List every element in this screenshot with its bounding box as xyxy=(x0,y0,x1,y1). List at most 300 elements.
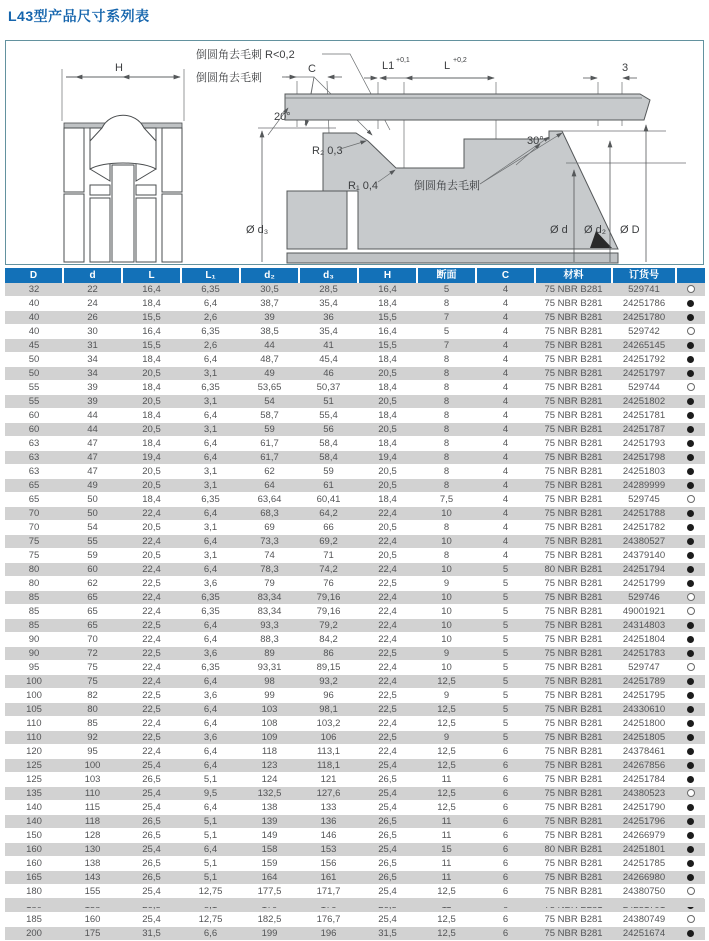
table-cell: 24378461 xyxy=(612,745,676,759)
table-cell: 82 xyxy=(63,689,122,703)
table-cell: 75 NBR B281 xyxy=(535,885,612,899)
table-cell: 22,5 xyxy=(358,689,417,703)
table-cell: 8 xyxy=(417,479,476,493)
table-cell: 149 xyxy=(240,829,299,843)
table-cell: 10 xyxy=(417,605,476,619)
table-row xyxy=(5,283,705,297)
table-cell: 160 xyxy=(5,843,63,857)
table-cell: 80 xyxy=(5,577,63,591)
table-cell: 185 xyxy=(5,913,63,927)
table-cell: 128 xyxy=(63,829,122,843)
table-cell: 5 xyxy=(476,605,535,619)
table-cell: 6,4 xyxy=(181,745,240,759)
table-cell: 5 xyxy=(476,717,535,731)
filled-circle-icon xyxy=(687,426,694,433)
availability-cell xyxy=(676,521,705,535)
table-cell: 8 xyxy=(417,395,476,409)
table-cell: 4 xyxy=(476,423,535,437)
table-cell: 75 NBR B281 xyxy=(535,521,612,535)
dim-l-tolerance: +0,2 xyxy=(453,57,467,64)
table-cell: 55 xyxy=(5,395,63,409)
table-cell: 38,7 xyxy=(240,297,299,311)
table-cell: 100 xyxy=(5,675,63,689)
column-header-材料: 材料 xyxy=(535,268,612,283)
filled-circle-icon xyxy=(687,580,694,587)
table-row xyxy=(5,465,705,479)
table-cell: 6,4 xyxy=(181,843,240,857)
table-cell: 25,4 xyxy=(358,913,417,927)
table-cell: 75 NBR B281 xyxy=(535,605,612,619)
table-cell: 75 NBR B281 xyxy=(535,717,612,731)
table-cell: 3,1 xyxy=(181,465,240,479)
table-cell: 20,5 xyxy=(122,479,181,493)
table-cell: 4 xyxy=(476,465,535,479)
filled-circle-icon xyxy=(687,538,694,545)
table-cell: 8 xyxy=(417,297,476,311)
table-row xyxy=(5,675,705,689)
availability-cell xyxy=(676,745,705,759)
filled-circle-icon xyxy=(687,454,694,461)
table-cell: 15,5 xyxy=(122,311,181,325)
table-cell: 5,1 xyxy=(181,857,240,871)
filled-circle-icon xyxy=(687,650,694,657)
table-cell: 6,35 xyxy=(181,325,240,339)
table-row xyxy=(5,787,705,801)
table-cell: 4 xyxy=(476,311,535,325)
table-cell: 6 xyxy=(476,871,535,885)
table-cell: 4 xyxy=(476,507,535,521)
table-cell: 127,6 xyxy=(299,787,358,801)
table-cell: 123 xyxy=(240,759,299,773)
table-cell: 22,5 xyxy=(122,689,181,703)
technical-drawing xyxy=(6,41,703,263)
table-cell: 6,35 xyxy=(181,661,240,675)
table-cell: 39 xyxy=(63,381,122,395)
filled-circle-icon xyxy=(687,482,694,489)
table-cell: 78,3 xyxy=(240,563,299,577)
availability-cell xyxy=(676,857,705,871)
table-cell: 59 xyxy=(240,423,299,437)
table-cell: 6,4 xyxy=(181,563,240,577)
filled-circle-icon xyxy=(687,804,694,811)
table-cell: 3,1 xyxy=(181,423,240,437)
availability-cell xyxy=(676,423,705,437)
table-cell: 20,5 xyxy=(122,367,181,381)
table-cell: 70 xyxy=(5,521,63,535)
table-cell: 89,15 xyxy=(299,661,358,675)
table-cell: 20,5 xyxy=(122,465,181,479)
table-cell: 2,6 xyxy=(181,311,240,325)
filled-circle-icon xyxy=(687,356,694,363)
table-cell: 44 xyxy=(240,339,299,353)
table-cell: 24380523 xyxy=(612,787,676,801)
table-cell: 2,6 xyxy=(181,339,240,353)
table-body xyxy=(5,283,705,941)
table-cell: 121 xyxy=(299,773,358,787)
table-cell: 12,5 xyxy=(417,745,476,759)
availability-cell xyxy=(676,689,705,703)
table-cell: 35,4 xyxy=(299,297,358,311)
table-cell: 6,35 xyxy=(181,283,240,297)
table-cell: 40 xyxy=(5,325,63,339)
table-cell: 15 xyxy=(417,843,476,857)
filled-circle-icon xyxy=(687,524,694,531)
table-cell: 24251783 xyxy=(612,647,676,661)
table-cell: 4 xyxy=(476,535,535,549)
table-cell: 8 xyxy=(417,367,476,381)
table-cell: 47 xyxy=(63,437,122,451)
table-cell: 45,4 xyxy=(299,353,358,367)
table-cell: 39 xyxy=(240,311,299,325)
table-cell: 5,1 xyxy=(181,829,240,843)
availability-cell xyxy=(676,493,705,507)
table-cell: 4 xyxy=(476,479,535,493)
table-cell: 160 xyxy=(63,913,122,927)
availability-cell xyxy=(676,801,705,815)
table-cell: 6 xyxy=(476,885,535,899)
table-cell: 4 xyxy=(476,381,535,395)
table-cell: 63,64 xyxy=(240,493,299,507)
table-cell: 6 xyxy=(476,927,535,941)
table-cell: 161 xyxy=(299,871,358,885)
table-row xyxy=(5,437,705,451)
table-cell: 6 xyxy=(476,829,535,843)
table-cell: 106 xyxy=(299,731,358,745)
availability-cell xyxy=(676,451,705,465)
table-cell: 47 xyxy=(63,465,122,479)
availability-cell xyxy=(676,353,705,367)
table-cell: 24251786 xyxy=(612,297,676,311)
table-cell: 10 xyxy=(417,661,476,675)
table-cell: 18,4 xyxy=(122,297,181,311)
table-cell: 12,5 xyxy=(417,759,476,773)
column-header-H: H xyxy=(358,268,417,283)
filled-circle-icon xyxy=(687,300,694,307)
table-cell: 24251798 xyxy=(612,451,676,465)
table-cell: 125 xyxy=(5,759,63,773)
angle-30-label: 30° xyxy=(527,135,544,147)
table-cell: 155 xyxy=(63,885,122,899)
table-cell: 4 xyxy=(476,339,535,353)
table-cell: 75 NBR B281 xyxy=(535,549,612,563)
table-cell: 7 xyxy=(417,311,476,325)
table-cell: 44 xyxy=(63,423,122,437)
availability-cell xyxy=(676,367,705,381)
table-cell: 12,75 xyxy=(181,885,240,899)
table-cell: 26,5 xyxy=(122,829,181,843)
table-row xyxy=(5,619,705,633)
column-header-订货号: 订货号 xyxy=(612,268,676,283)
technical-drawing-panel xyxy=(5,40,704,265)
table-row xyxy=(5,871,705,885)
table-cell: 75 NBR B281 xyxy=(535,577,612,591)
table-cell: 22,4 xyxy=(122,605,181,619)
table-cell: 22,5 xyxy=(122,577,181,591)
table-cell: 75 NBR B281 xyxy=(535,647,612,661)
table-cell: 132,5 xyxy=(240,787,299,801)
table-cell: 22,4 xyxy=(122,633,181,647)
table-cell: 3,1 xyxy=(181,367,240,381)
table-cell: 60 xyxy=(5,423,63,437)
table-cell: 75 NBR B281 xyxy=(535,353,612,367)
dia-d-label: Ø d xyxy=(550,224,568,236)
table-row xyxy=(5,409,705,423)
installation-section xyxy=(196,47,686,263)
table-cell: 60,41 xyxy=(299,493,358,507)
table-cell: 22,4 xyxy=(358,661,417,675)
table-cell: 6,4 xyxy=(181,353,240,367)
table-cell: 135 xyxy=(5,787,63,801)
table-cell: 26,5 xyxy=(358,773,417,787)
table-cell: 109 xyxy=(240,731,299,745)
table-cell: 12,75 xyxy=(181,913,240,927)
table-cell: 22,5 xyxy=(358,731,417,745)
table-cell: 24251780 xyxy=(612,311,676,325)
table-row xyxy=(5,591,705,605)
table-cell: 60 xyxy=(63,563,122,577)
table-cell: 93,2 xyxy=(299,675,358,689)
table-cell: 80 xyxy=(63,703,122,717)
dim-c-label: C xyxy=(308,63,316,75)
table-cell: 3,1 xyxy=(181,479,240,493)
table-cell: 25,4 xyxy=(358,843,417,857)
table-cell: 89 xyxy=(240,647,299,661)
table-cell: 20,5 xyxy=(122,395,181,409)
table-cell: 22,5 xyxy=(122,647,181,661)
table-cell: 3,1 xyxy=(181,395,240,409)
table-cell: 15,5 xyxy=(358,339,417,353)
table-cell: 20,5 xyxy=(358,521,417,535)
table-cell: 26,5 xyxy=(122,773,181,787)
table-cell: 75 NBR B281 xyxy=(535,311,612,325)
table-cell: 79,2 xyxy=(299,619,358,633)
table-cell: 26,5 xyxy=(358,871,417,885)
table-cell: 108 xyxy=(240,717,299,731)
table-cell: 75 NBR B281 xyxy=(535,493,612,507)
table-cell: 75 xyxy=(63,661,122,675)
table-row xyxy=(5,381,705,395)
table-cell: 4 xyxy=(476,353,535,367)
deburr-note: 倒圆角去毛刺 xyxy=(196,72,262,84)
table-cell: 69,2 xyxy=(299,535,358,549)
table-row xyxy=(5,451,705,465)
table-cell: 36 xyxy=(299,311,358,325)
table-cell: 24380527 xyxy=(612,535,676,549)
table-cell: 24251800 xyxy=(612,717,676,731)
table-cell: 51 xyxy=(299,395,358,409)
table-cell: 25,4 xyxy=(122,843,181,857)
table-cell: 25,4 xyxy=(358,801,417,815)
table-cell: 90 xyxy=(5,633,63,647)
table-cell: 22,5 xyxy=(358,647,417,661)
table-cell: 25,4 xyxy=(358,787,417,801)
dia-big-d-label: Ø D xyxy=(620,224,640,236)
table-cell: 75 NBR B281 xyxy=(535,913,612,927)
table-cell: 24251803 xyxy=(612,465,676,479)
table-row xyxy=(5,521,705,535)
table-cell: 24265145 xyxy=(612,339,676,353)
table-cell: 124 xyxy=(240,773,299,787)
table-cell: 49 xyxy=(63,479,122,493)
availability-cell xyxy=(676,577,705,591)
table-cell: 103,2 xyxy=(299,717,358,731)
table-cell: 25,4 xyxy=(122,759,181,773)
table-cell: 30,5 xyxy=(240,283,299,297)
table-cell: 9 xyxy=(417,689,476,703)
table-cell: 95 xyxy=(63,745,122,759)
table-cell: 55 xyxy=(5,381,63,395)
table-cell: 6,4 xyxy=(181,619,240,633)
availability-cell xyxy=(676,311,705,325)
table-cell: 24251792 xyxy=(612,353,676,367)
table-cell: 12,5 xyxy=(417,717,476,731)
table-cell: 22,4 xyxy=(122,661,181,675)
table-cell: 20,5 xyxy=(122,521,181,535)
table-cell: 39 xyxy=(63,395,122,409)
table-cell: 22,4 xyxy=(122,563,181,577)
table-cell: 4 xyxy=(476,325,535,339)
table-cell: 110 xyxy=(5,717,63,731)
table-cell: 103 xyxy=(240,703,299,717)
table-cell: 75 NBR B281 xyxy=(535,689,612,703)
table-cell: 25,4 xyxy=(358,759,417,773)
availability-cell xyxy=(676,815,705,829)
table-cell: 75 NBR B281 xyxy=(535,325,612,339)
table-cell: 5,1 xyxy=(181,815,240,829)
table-cell: 24251788 xyxy=(612,507,676,521)
table-cell: 11 xyxy=(417,829,476,843)
table-cell: 6,35 xyxy=(181,591,240,605)
table-cell: 100 xyxy=(5,689,63,703)
filled-circle-icon xyxy=(687,412,694,419)
table-cell: 9 xyxy=(417,577,476,591)
table-cell: 24251790 xyxy=(612,801,676,815)
table-cell: 6,4 xyxy=(181,507,240,521)
table-cell: 8 xyxy=(417,451,476,465)
availability-cell xyxy=(676,591,705,605)
table-cell: 22,4 xyxy=(122,507,181,521)
table-cell: 8 xyxy=(417,423,476,437)
table-cell: 75 NBR B281 xyxy=(535,787,612,801)
table-cell: 79,16 xyxy=(299,591,358,605)
table-cell: 8 xyxy=(417,437,476,451)
availability-cell xyxy=(676,773,705,787)
column-header-L₁: L₁ xyxy=(181,268,240,283)
table-cell: 5 xyxy=(476,661,535,675)
filled-circle-icon xyxy=(687,510,694,517)
filled-circle-icon xyxy=(687,874,694,881)
table-cell: 4 xyxy=(476,297,535,311)
filled-circle-icon xyxy=(687,398,694,405)
table-cell: 75 NBR B281 xyxy=(535,661,612,675)
table-header-row xyxy=(5,268,705,283)
table-cell: 20,5 xyxy=(358,549,417,563)
column-header-C: C xyxy=(476,268,535,283)
table-cell: 75 NBR B281 xyxy=(535,675,612,689)
table-cell: 22,5 xyxy=(358,703,417,717)
availability-cell xyxy=(676,465,705,479)
table-cell: 24251787 xyxy=(612,423,676,437)
table-cell: 70 xyxy=(5,507,63,521)
table-cell: 79,16 xyxy=(299,605,358,619)
table-cell: 50 xyxy=(63,493,122,507)
table-cell: 6 xyxy=(476,913,535,927)
table-cell: 24251795 xyxy=(612,689,676,703)
availability-cell xyxy=(676,479,705,493)
table-cell: 20,5 xyxy=(358,423,417,437)
table-cell: 26,5 xyxy=(358,815,417,829)
table-cell: 50 xyxy=(63,507,122,521)
table-cell: 12,5 xyxy=(417,703,476,717)
table-cell: 11 xyxy=(417,773,476,787)
table-row xyxy=(5,703,705,717)
table-cell: 20,5 xyxy=(358,465,417,479)
table-row xyxy=(5,563,705,577)
table-cell: 75 NBR B281 xyxy=(535,465,612,479)
table-cell: 200 xyxy=(5,927,63,941)
table-cell: 146 xyxy=(299,829,358,843)
table-cell: 24251797 xyxy=(612,367,676,381)
table-cell: 22,5 xyxy=(122,731,181,745)
table-cell: 5 xyxy=(476,633,535,647)
table-cell: 171,7 xyxy=(299,885,358,899)
table-row xyxy=(5,423,705,437)
table-cell: 103 xyxy=(63,773,122,787)
table-cell: 50 xyxy=(5,367,63,381)
table-row xyxy=(5,633,705,647)
table-cell: 165 xyxy=(5,871,63,885)
table-cell: 125 xyxy=(5,773,63,787)
table-cell: 54 xyxy=(240,395,299,409)
table-cell: 4 xyxy=(476,521,535,535)
table-cell: 6 xyxy=(476,801,535,815)
table-row xyxy=(5,577,705,591)
table-row xyxy=(5,773,705,787)
table-cell: 86 xyxy=(299,647,358,661)
table-cell: 3,6 xyxy=(181,689,240,703)
table-cell: 5 xyxy=(476,703,535,717)
table-cell: 65 xyxy=(5,479,63,493)
table-cell: 22,4 xyxy=(358,563,417,577)
availability-cell xyxy=(676,633,705,647)
table-cell: 529747 xyxy=(612,661,676,675)
filled-circle-icon xyxy=(687,314,694,321)
table-cell: 58,4 xyxy=(299,451,358,465)
table-cell: 85 xyxy=(5,605,63,619)
angle-20-label: 20° xyxy=(274,111,291,123)
table-cell: 22,5 xyxy=(122,619,181,633)
table-cell: 40 xyxy=(5,311,63,325)
table-cell: 22,4 xyxy=(358,675,417,689)
table-cell: 11 xyxy=(417,815,476,829)
table-row xyxy=(5,815,705,829)
table-cell: 5 xyxy=(476,689,535,703)
table-cell: 4 xyxy=(476,493,535,507)
table-cell: 22,4 xyxy=(122,535,181,549)
filled-circle-icon xyxy=(687,706,694,713)
table-cell: 10 xyxy=(417,619,476,633)
table-cell: 76 xyxy=(299,577,358,591)
table-cell: 6,35 xyxy=(181,605,240,619)
table-cell: 75 NBR B281 xyxy=(535,815,612,829)
table-cell: 4 xyxy=(476,283,535,297)
table-cell: 88,3 xyxy=(240,633,299,647)
table-cell: 6,4 xyxy=(181,717,240,731)
table-cell: 62 xyxy=(63,577,122,591)
table-cell: 71 xyxy=(299,549,358,563)
table-cell: 5 xyxy=(476,675,535,689)
table-cell: 159 xyxy=(240,857,299,871)
